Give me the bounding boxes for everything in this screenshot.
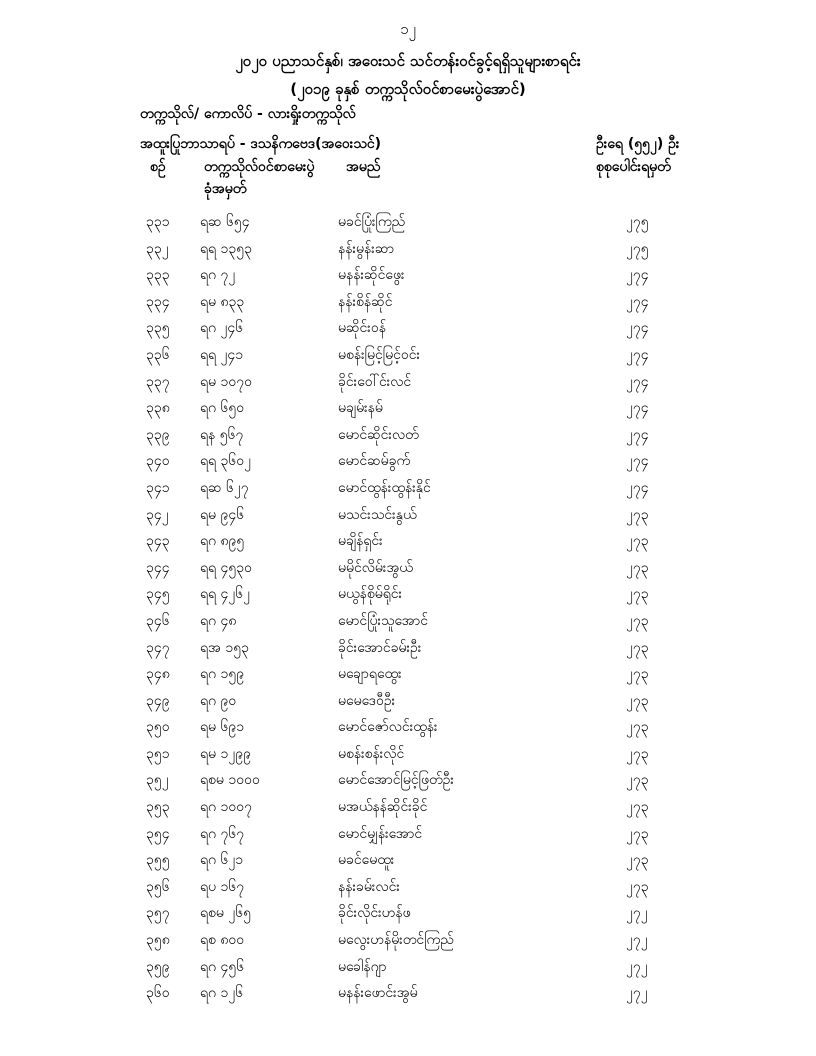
table-row xyxy=(0,288,816,315)
row-number: ၃၅၄ xyxy=(146,825,170,842)
row-number: ၃၃၅ xyxy=(146,320,170,337)
student-name: မခင်ပြုံးကြည် xyxy=(338,214,406,230)
table-row xyxy=(0,235,816,262)
total-score: ၂၇၂ xyxy=(626,905,648,922)
total-score: ၂၇၃ xyxy=(626,559,649,576)
table-row xyxy=(0,846,816,873)
roll-number: ရရ ၄၂၆၂ xyxy=(200,586,251,603)
student-name: မသင်းသင်းနွယ် xyxy=(338,506,417,523)
total-score: ၂၇၃ xyxy=(626,825,649,842)
row-number: ၃၄၈ xyxy=(146,666,170,683)
student-name: မယွန်စိုမ်ရိုင်း xyxy=(338,586,403,603)
roll-number: ရရ ၂၄၁ xyxy=(200,346,244,363)
student-name: မမေဒေဝီဦး xyxy=(338,692,396,709)
row-number: ၃၃၁ xyxy=(146,214,170,230)
student-name: မနန်းဆိုင်ဖွေး xyxy=(338,267,405,284)
table-row xyxy=(0,634,816,661)
total-score: ၂၇၃ xyxy=(626,772,649,789)
row-number: ၃၃၃ xyxy=(146,267,170,284)
subject-line: အထူးပြုဘာသာရပ် - ဒသနိကဗေဒ(အဝေးသင်) xyxy=(140,136,382,152)
row-number: ၃၄၂ xyxy=(146,506,169,523)
roll-number: ရအ ၁၅၃ xyxy=(200,639,249,656)
total-score: ၂၇၄ xyxy=(626,346,649,363)
student-name: မချောရထွေး xyxy=(338,666,402,683)
row-number: ၃၅၆ xyxy=(146,878,170,895)
roll-number: ရစ ၈၀၀ xyxy=(200,932,245,949)
row-number: ၃၃၄ xyxy=(146,293,170,310)
row-number: ၃၃၇ xyxy=(146,373,170,390)
roll-number: ရဂ ၇၂ xyxy=(200,267,236,284)
table-row xyxy=(0,554,816,581)
table-row xyxy=(0,314,816,341)
table-row xyxy=(0,474,816,501)
roll-number: ရဂ ၆၂၁ xyxy=(200,852,244,869)
student-name: မခေါန်ဂျာ xyxy=(338,958,387,975)
roll-number: ရန ၅၆၇ xyxy=(200,426,244,443)
row-number: ၃၄၇ xyxy=(146,639,170,656)
total-score: ၂၇၄ xyxy=(626,453,649,470)
student-name: မောင်ဇော်လင်းထွန်း xyxy=(338,719,438,736)
roll-number: ရမ ၁၂၉၉ xyxy=(200,745,251,762)
student-name: မောင်အောင်မြင့်ဖြတ်ဦး xyxy=(338,772,454,789)
student-name: မောင်ဆမ်ခွက် xyxy=(338,453,411,470)
total-score: ၂၇၂ xyxy=(626,958,648,975)
student-name: မအယ်နန်ဆိုင်းခိုင် xyxy=(338,799,428,816)
row-number: ၃၅၀ xyxy=(146,719,170,736)
student-name: မစန်းမြင့်မြင့်ဝင်း xyxy=(338,346,421,363)
column-header-roll: တက္ကသိုလ်ဝင်စာမေးပွဲ ခုံအမှတ် xyxy=(204,159,315,197)
roll-number: ရမ ၆၉၁ xyxy=(200,719,245,736)
total-score: ၂၇၃ xyxy=(626,692,649,709)
total-score: ၂၇၄ xyxy=(626,400,649,417)
student-name: မခင်မေထူး xyxy=(338,852,395,869)
total-score: ၂၇၄ xyxy=(626,293,649,310)
table-row xyxy=(0,261,816,288)
student-name: နန်းမွန်းဆာ xyxy=(338,240,395,257)
row-number: ၃၄၆ xyxy=(146,612,170,629)
table-row xyxy=(0,421,816,448)
total-score: ၂၇၃ xyxy=(626,586,649,603)
row-number: ၃၃၆ xyxy=(146,346,170,363)
page-subtitle: (၂၀၁၉ ခုနှစ် တက္ကသိုလ်ဝင်စာမေးပွဲအောင်) xyxy=(290,80,526,98)
total-score: ၂၇၄ xyxy=(626,267,649,284)
row-number: ၃၆၀ xyxy=(146,985,170,1002)
roll-number: ရဂ ၉၀ xyxy=(200,692,237,709)
row-number: ၃၄၉ xyxy=(146,692,170,709)
roll-number: ရမ ၈၃၃ xyxy=(200,293,245,310)
total-score: ၂၇၄ xyxy=(626,479,649,496)
roll-number: ရမ ၁၀၇၀ xyxy=(200,373,252,390)
total-score: ၂၇၅ xyxy=(626,240,649,257)
roll-number: ရဂ ၁၀၀၇ xyxy=(200,799,252,816)
roll-number: ရဂ ၁၅၉ xyxy=(200,666,245,683)
table-row xyxy=(0,341,816,368)
student-name: မောင်ထွန်းထွန်းနိုင် xyxy=(338,479,431,496)
student-name: မချမ်းနမ် xyxy=(338,400,383,417)
table-row xyxy=(0,820,816,847)
student-name: မလွေးဟန်မိုးတင်ကြည် xyxy=(338,932,454,949)
total-score: ၂၇၃ xyxy=(626,745,649,762)
table-row xyxy=(0,501,816,528)
quota-line: ဦးရေ (၅၅၂) ဦး xyxy=(596,136,680,152)
student-name: မချိန်ရှင်း xyxy=(338,533,383,550)
student-name: မောင်ပြုံးသူအောင် xyxy=(338,612,428,629)
row-number: ၃၅၉ xyxy=(146,958,170,975)
table-row xyxy=(0,979,816,1006)
table-row xyxy=(0,527,816,554)
total-score: ၂၇၄ xyxy=(626,320,649,337)
roll-number: ရရ ၃၆၀၂ xyxy=(200,453,252,470)
total-score: ၂၇၃ xyxy=(626,799,649,816)
roll-number: ရဂ ၄၅၆ xyxy=(200,958,245,975)
row-number: ၃၃၈ xyxy=(146,400,170,417)
table-row xyxy=(0,687,816,714)
page-title: ၂၀၂၀ ပညာသင်နှစ်၊ အဝေးသင် သင်တန်းဝင်ခွင့်ရရှိသူများစာရင်း xyxy=(235,52,581,70)
student-name: နန်းစိန်ဆိုင် xyxy=(338,293,393,310)
roll-number: ရဂ ၂၄၆ xyxy=(200,320,244,337)
row-number: ၃၅၅ xyxy=(146,852,170,869)
row-number: ၃၄၁ xyxy=(146,479,170,496)
row-number: ၃၅၇ xyxy=(146,905,170,922)
row-number: ၃၄၀ xyxy=(146,453,170,470)
table-row xyxy=(0,740,816,767)
total-score: ၂၇၃ xyxy=(626,852,649,869)
roll-number: ရမ ၉၄၆ xyxy=(200,506,245,523)
table-row xyxy=(0,899,816,926)
roll-number: ရရ ၁၃၅၃ xyxy=(200,240,253,257)
table-row xyxy=(0,926,816,953)
student-name: မစန်းစန်းလိုင် xyxy=(338,745,405,762)
table-row xyxy=(0,713,816,740)
student-name: ခိုင်းဝေါ်င်းလင် xyxy=(338,373,412,390)
university-line: တက္ကသိုလ်/ ကောလိပ် - လားရှိုးတက္ကသိုလ် xyxy=(140,106,356,122)
total-score: ၂၇၃ xyxy=(626,878,649,895)
total-score: ၂၇၄ xyxy=(626,373,649,390)
total-score: ၂၇၂ xyxy=(626,932,648,949)
roll-number: ရဆ ၆၅၄ xyxy=(200,214,250,230)
student-name: နန်းခမ်းလင်း xyxy=(338,878,400,895)
student-name: ခိုင်းအောင်ခမ်းဦး xyxy=(338,639,422,656)
total-score: ၂၇၃ xyxy=(626,666,649,683)
row-number: ၃၄၃ xyxy=(146,533,170,550)
table-row xyxy=(0,208,816,235)
roll-number: ရဂ ၇၆၇ xyxy=(200,825,245,842)
student-name: မနန်းဖောင်းအွမ် xyxy=(338,985,418,1002)
roll-number: ရပ ၁၆၇ xyxy=(200,878,245,895)
column-header-score: စုစုပေါင်းရမှတ် xyxy=(596,159,671,175)
total-score: ၂၇၄ xyxy=(626,426,649,443)
total-score: ၂၇၂ xyxy=(626,985,648,1002)
student-name: မဆိုင်းဝန် xyxy=(338,320,386,337)
total-score: ၂၇၃ xyxy=(626,533,649,550)
row-number: ၃၅၃ xyxy=(146,799,170,816)
column-header-no: စဉ် xyxy=(150,159,166,175)
student-name: မောင်ဆိုင်းလတ် xyxy=(338,426,419,443)
table-row xyxy=(0,793,816,820)
table-row xyxy=(0,394,816,421)
table-row xyxy=(0,953,816,980)
row-number: ၃၅၂ xyxy=(146,772,169,789)
roll-number: ရစမ ၂၆၅ xyxy=(200,905,251,922)
table-row xyxy=(0,368,816,395)
table-row xyxy=(0,660,816,687)
roll-number: ရဂ ၄၈ xyxy=(200,612,237,629)
roll-number: ရဂ ၆၅၀ xyxy=(200,400,245,417)
total-score: ၂၇၅ xyxy=(626,214,649,230)
table-row xyxy=(0,873,816,900)
roll-number: ရစမ ၁၀၀၀ xyxy=(200,772,260,789)
roll-number: ရဆ ၆၂၇ xyxy=(200,479,249,496)
results-table xyxy=(0,208,816,1006)
row-number: ၃၃၉ xyxy=(146,426,170,443)
student-name: မမိုင်လိမ်းအွယ် xyxy=(338,559,413,576)
student-name: ခိုင်းလိုင်းဟန်ဖ xyxy=(338,905,411,922)
roll-number: ရဂ ၈၉၅ xyxy=(200,533,245,550)
row-number: ၃၄၅ xyxy=(146,586,170,603)
table-row xyxy=(0,766,816,793)
page-number: ၁၂ xyxy=(400,20,416,38)
row-number: ၃၅၈ xyxy=(146,932,170,949)
table-row xyxy=(0,607,816,634)
total-score: ၂၇၃ xyxy=(626,719,649,736)
column-header-name: အမည် xyxy=(346,159,381,175)
total-score: ၂၇၃ xyxy=(626,506,649,523)
roll-number: ရရ ၄၅၃၀ xyxy=(200,559,253,576)
table-row xyxy=(0,580,816,607)
roll-number: ရဂ ၁၂၆ xyxy=(200,985,244,1002)
row-number: ၃၃၂ xyxy=(146,240,169,257)
row-number: ၃၄၄ xyxy=(146,559,170,576)
total-score: ၂၇၃ xyxy=(626,612,649,629)
student-name: မောင်မျှန်းအောင် xyxy=(338,825,423,842)
table-row xyxy=(0,447,816,474)
row-number: ၃၅၁ xyxy=(146,745,170,762)
total-score: ၂၇၃ xyxy=(626,639,649,656)
